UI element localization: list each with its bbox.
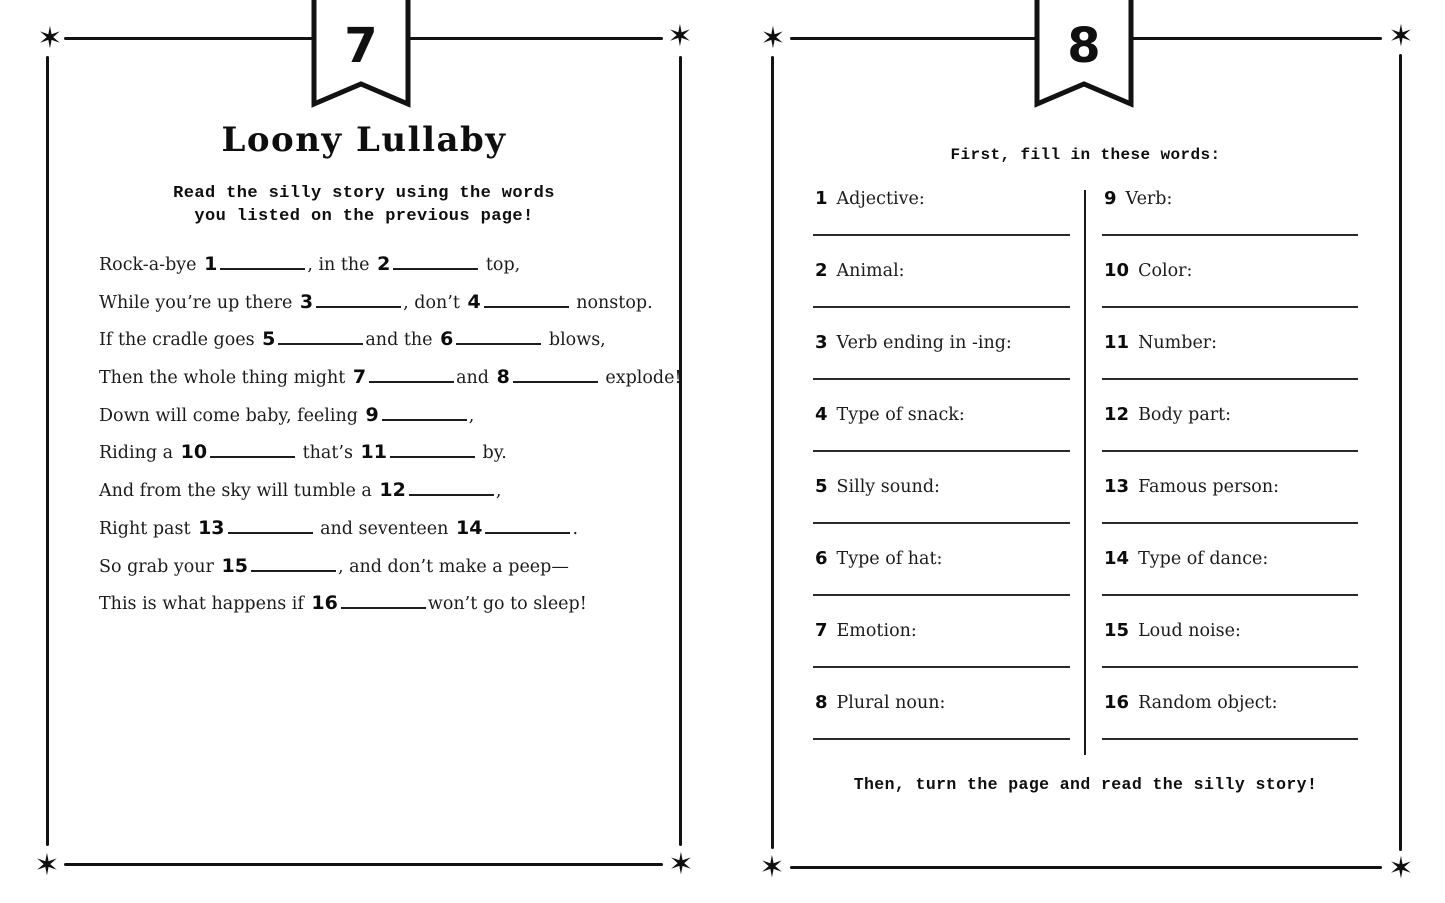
blank-line [382,406,467,421]
word-entry-prompt: Verb ending in -ing: [836,333,1012,353]
page7-instructions [46,182,682,228]
story-line [99,510,659,548]
corner-star-icon: ✶ [37,21,63,56]
blank-line [220,255,305,270]
corner-star-icon: ✶ [667,19,693,54]
page7-border-right [679,56,682,846]
word-entry [1102,692,1358,764]
word-entry-number: 13 [1104,476,1130,497]
word-entry-label [815,620,917,641]
blank-number: 4 [467,290,481,313]
page8-heading: First, fill in these words: [950,146,1221,164]
word-entry-label [1104,548,1268,569]
blank-number: 12 [379,479,406,502]
blank-number: 6 [440,328,454,351]
word-entry-label [815,332,1012,353]
word-entry [813,692,1070,764]
story-text: and seventeen [314,518,454,539]
word-entry-number: 2 [815,260,828,281]
word-entry-number: 6 [815,548,828,569]
word-entry-label [815,188,925,209]
column-divider [1084,190,1086,755]
word-entry-prompt: Number: [1138,333,1218,353]
story-text: top, [480,255,521,275]
page8-number: 8 [1067,18,1101,74]
blank-number: 3 [299,290,314,313]
word-entry [1102,260,1358,332]
story-text: Down will come baby, feeling [99,405,364,426]
page7-border-left [46,56,49,846]
word-entry-label [1104,404,1231,425]
word-entry-label [1104,476,1279,497]
blank-number: 14 [455,516,483,539]
story-text: Rock-a-bye [99,255,203,275]
word-entry-prompt: Adjective: [836,189,925,209]
word-entry-label [1104,188,1172,209]
word-list-right-column [1102,188,1358,764]
word-entry-number: 1 [815,188,828,209]
write-in-line[interactable] [813,234,1070,236]
word-entry-number: 11 [1104,332,1130,353]
write-in-line[interactable] [1102,594,1358,596]
page7-number: 7 [344,18,378,74]
write-in-line[interactable] [813,666,1070,668]
story-line [99,548,659,586]
story-line [99,246,659,284]
word-entry-label [1104,692,1278,713]
word-entry-prompt: Loud noise: [1138,621,1241,641]
word-entry-number: 14 [1104,548,1130,569]
write-in-line[interactable] [813,738,1070,740]
word-entry-prompt: Type of dance: [1138,549,1269,569]
corner-star-icon: ✶ [1388,19,1414,54]
word-entry-number: 15 [1104,620,1130,641]
word-entry [813,404,1070,476]
story-text: explode! [599,368,682,389]
word-entry [813,188,1070,260]
story-line [99,359,682,397]
story-line [99,284,659,322]
corner-star-icon: ✶ [34,848,60,883]
story-text: Right past [99,518,197,539]
blank-number: 11 [360,441,387,464]
story-text: , [468,405,475,426]
story-line [99,434,659,472]
blank-line [278,330,363,345]
word-list-left-column [813,188,1070,764]
blank-line [210,443,295,458]
word-entry-prompt: Emotion: [836,621,917,641]
blank-line [393,255,478,270]
word-entry [1102,404,1358,476]
write-in-line[interactable] [813,378,1070,380]
word-entry-prompt: Color: [1138,261,1193,281]
page7-border-bottom [64,863,663,866]
word-entry-number: 4 [815,404,828,425]
story-text: won’t go to sleep! [427,594,587,615]
word-entry [813,332,1070,404]
page8-border-bottom [790,866,1382,869]
word-entry [1102,188,1358,260]
word-entry-prompt: Verb: [1125,189,1173,209]
word-entry-label [815,548,942,569]
story-text: And from the sky will tumble a [99,481,378,502]
write-in-line[interactable] [813,450,1070,452]
blank-line [251,557,336,572]
write-in-line[interactable] [1102,306,1358,308]
write-in-line[interactable] [813,594,1070,596]
blank-line [369,368,454,383]
word-entry-number: 5 [815,476,828,497]
word-entry-label [815,404,965,425]
word-entry-prompt: Type of snack: [836,405,965,425]
instructions-line-2: you listed on the previous page! [194,207,534,226]
page8-border-left [771,56,774,849]
story-text: and the [365,330,439,351]
word-entry-number: 3 [815,332,828,353]
story-text: , and don’t make a peep— [337,556,569,577]
story-text: , don’t [403,292,466,313]
word-entry [1102,620,1358,692]
story-text: Riding a [99,443,179,464]
blank-number: 9 [365,403,379,426]
story-text: This is what happens if [99,594,310,615]
page7-title: Loony Lullaby [221,120,507,160]
write-in-line[interactable] [1102,234,1358,236]
page8-number-ribbon [1034,0,1134,108]
word-entry-label [815,692,945,713]
story-line [99,397,659,435]
page8-border-right [1399,54,1402,851]
blank-line [456,330,541,345]
story-text: , [495,481,502,502]
story-text: and [456,368,495,389]
word-entry-prompt: Animal: [836,261,905,281]
blank-line [484,293,569,308]
word-entry-number: 10 [1104,260,1130,281]
word-entry-prompt: Body part: [1138,405,1232,425]
blank-line [228,519,313,534]
word-entry-prompt: Famous person: [1138,477,1280,497]
word-entry-number: 7 [815,620,828,641]
blank-number: 10 [180,441,208,464]
blank-number: 1 [204,253,218,275]
write-in-line[interactable] [813,522,1070,524]
story-line [99,585,659,623]
corner-star-icon: ✶ [668,847,694,882]
blank-line [513,368,598,383]
write-in-line[interactable] [1102,378,1358,380]
story-text: Then the whole thing might [99,368,351,389]
write-in-line[interactable] [813,306,1070,308]
story-text: While you’re up there [99,292,298,313]
word-entry [1102,332,1358,404]
story-text: that’s [297,443,359,464]
blank-number: 13 [198,516,225,539]
word-entry-label [815,476,940,497]
story-text: by. [476,443,507,464]
word-entry [813,260,1070,332]
word-entry [1102,548,1358,620]
page8-footer: Then, turn the page and read the silly story! [853,775,1318,794]
word-entry-prompt: Plural noun: [836,693,946,713]
story-text: If the cradle goes [99,330,261,351]
story-text: . [572,518,579,539]
word-entry-prompt: Silly sound: [836,477,940,497]
blank-line [341,594,426,609]
word-entry [813,476,1070,548]
word-entry-label [815,260,905,281]
word-entry-number: 12 [1104,404,1130,425]
story-text: blows, [543,330,606,351]
blank-number: 8 [496,366,510,389]
word-entry-number: 8 [815,692,828,713]
story-text: nonstop. [570,292,653,313]
corner-star-icon: ✶ [1388,851,1414,886]
word-entry-number: 9 [1104,188,1117,209]
blank-line [316,293,401,308]
word-entry-prompt: Random object: [1138,693,1278,713]
word-entry-label [1104,332,1217,353]
blank-line [485,519,570,534]
word-entry [813,548,1070,620]
corner-star-icon: ✶ [760,21,786,56]
story-text: So grab your [99,556,220,577]
page7-number-ribbon [311,0,411,108]
story-line [99,321,659,359]
blank-number: 16 [311,592,338,615]
corner-star-icon: ✶ [759,850,785,885]
blank-line [409,481,494,496]
word-entry-number: 16 [1104,692,1130,713]
story-line [99,472,659,510]
blank-number: 5 [262,328,276,351]
word-entry-prompt: Type of hat: [836,549,943,569]
word-entry-label [1104,260,1192,281]
blank-line [390,443,475,458]
write-in-line[interactable] [1102,450,1358,452]
blank-number: 15 [221,554,248,577]
story-lines [99,246,682,623]
blank-number: 7 [352,366,367,389]
word-entry-label [1104,620,1241,641]
write-in-line[interactable] [1102,666,1358,668]
write-in-line[interactable] [1102,522,1358,524]
instructions-line-1: Read the silly story using the words [173,184,555,203]
write-in-line[interactable] [1102,738,1358,740]
word-entry [813,620,1070,692]
word-entry [1102,476,1358,548]
blank-number: 2 [377,253,391,275]
story-text: , in the [307,255,376,275]
